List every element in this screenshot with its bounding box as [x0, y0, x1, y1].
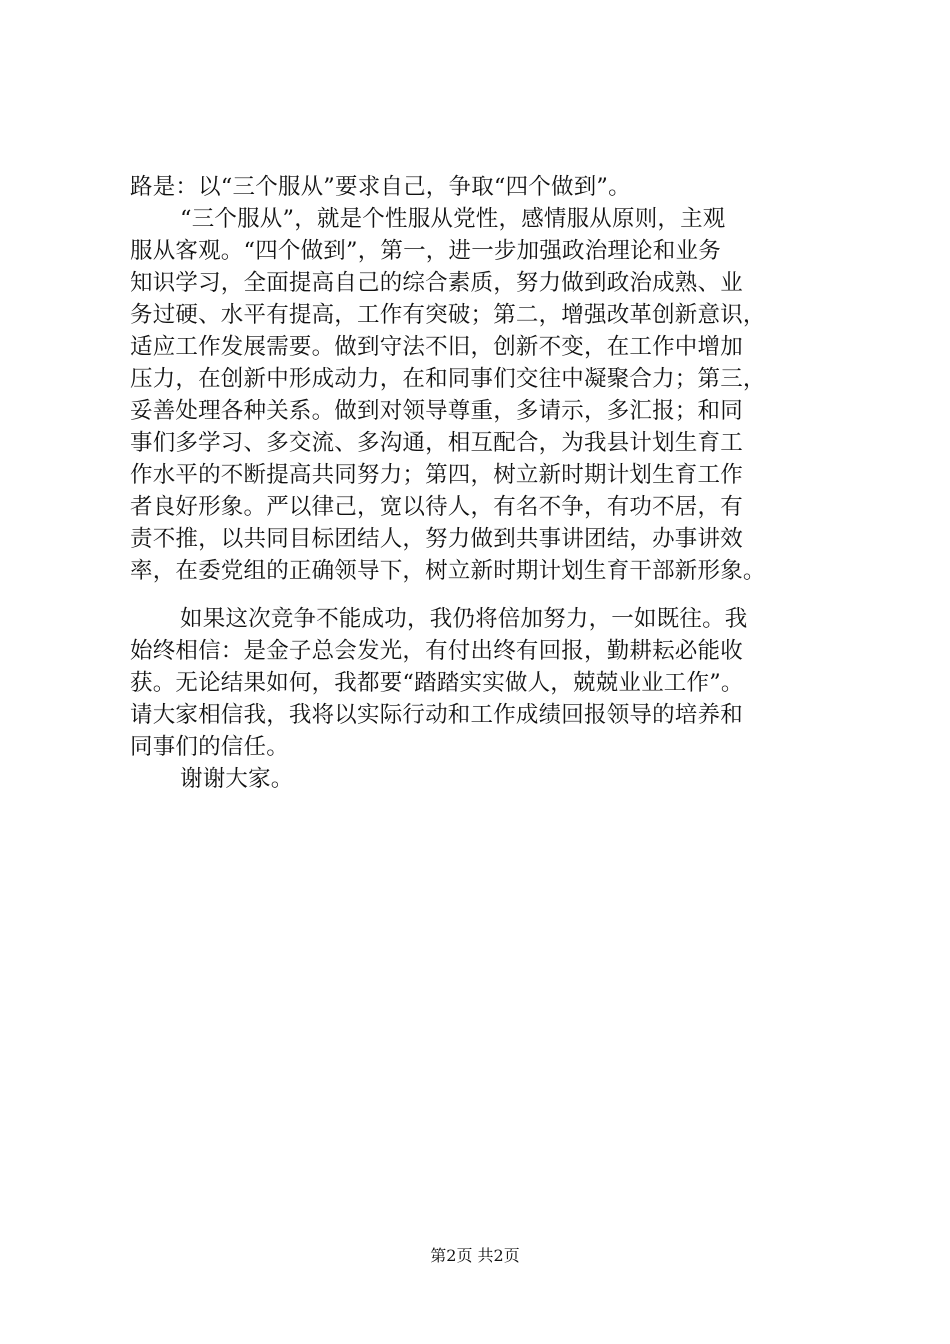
text-line: “三个服从”，就是个性服从党性，感情服从原则，主观 — [180, 206, 726, 232]
text-line: 同事们的信任。 — [130, 734, 289, 760]
text-line: 路是：以“三个服从”要求自己，争取“四个做到”。 — [130, 174, 631, 200]
text-line: 责不推，以共同目标团结人，努力做到共事讲团结，办事讲效 — [130, 526, 743, 552]
text-line: 妥善处理各种关系。做到对领导尊重，多请示，多汇报；和同 — [130, 398, 743, 424]
text-line: 率，在委党组的正确领导下，树立新时期计划生育干部新形象。 — [130, 558, 766, 584]
text-line: 务过硬、水平有提高，工作有突破；第二，增强改革创新意识， — [130, 302, 766, 328]
text-line: 始终相信：是金子总会发光，有付出终有回报，勤耕耘必能收 — [130, 638, 743, 664]
text-line: 适应工作发展需要。做到守法不旧，创新不变，在工作中增加 — [130, 334, 743, 360]
text-line: 谢谢大家。 — [180, 766, 294, 792]
text-line: 事们多学习、多交流、多沟通，相互配合，为我县计划生育工 — [130, 430, 743, 456]
text-line: 服从客观。“四个做到”，第一，进一步加强政治理论和业务 — [130, 238, 721, 264]
text-line: 知识学习，全面提高自己的综合素质，努力做到政治成熟、业 — [130, 270, 743, 296]
text-line: 压力，在创新中形成动力，在和同事们交往中凝聚合力；第三， — [130, 366, 766, 392]
text-line: 作水平的不断提高共同努力；第四，树立新时期计划生育工作 — [130, 462, 743, 488]
text-line: 者良好形象。严以律己，宽以待人，有名不争，有功不居，有 — [130, 494, 743, 520]
text-line: 如果这次竞争不能成功，我仍将倍加努力，一如既往。我 — [180, 606, 748, 632]
text-line: 请大家相信我，我将以实际行动和工作成绩回报领导的培养和 — [130, 702, 743, 728]
page-footer: 第2页 共2页 — [430, 1246, 520, 1265]
text-line: 获。无论结果如何，我都要“踏踏实实做人，兢兢业业工作”。 — [130, 670, 744, 696]
